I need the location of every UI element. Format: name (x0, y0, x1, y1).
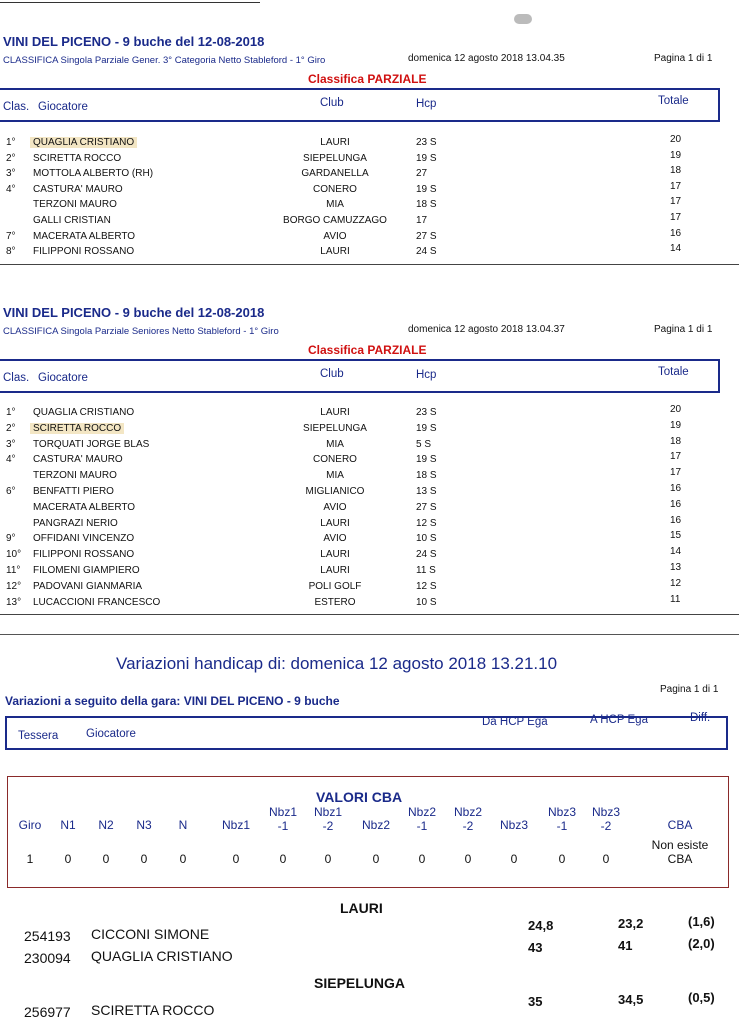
row-totale: 14 (670, 546, 682, 558)
row-player-name: MACERATA ALBERTO (33, 501, 136, 513)
cba-header: Nbz1 (221, 818, 251, 832)
row-hcp: 18 S (416, 199, 437, 211)
cba-header: N (178, 818, 188, 832)
row-player-name: PANGRAZI NERIO (33, 517, 118, 529)
row-position: 1° (6, 137, 16, 148)
row-hcp: 12 S (416, 517, 437, 529)
row-totale: 11 (670, 593, 681, 605)
cba-value: 0 (602, 852, 610, 866)
section-title: VINI DEL PICENO - 9 buche del 12-08-2018 (3, 34, 265, 49)
cba-value: 0 (464, 852, 472, 866)
cba-header: Nbz3 -2 (591, 805, 621, 833)
row-hcp: 10 S (416, 596, 437, 608)
table-header-box (0, 359, 720, 393)
row-totale: 16 (670, 498, 682, 510)
row-totale: 16 (670, 227, 682, 239)
row-hcp: 5 S (416, 438, 432, 450)
section-subtitle: CLASSIFICA Singola Parziale Seniores Netto Stableford - 1° Giro (3, 326, 279, 337)
header-giocatore: Giocatore (38, 101, 88, 113)
section-bottom-rule (0, 264, 739, 265)
row-player-name: BENFATTI PIERO (33, 486, 114, 497)
row-hcp: 10 S (416, 533, 437, 545)
row-hcp: 23 S (416, 137, 437, 148)
scan-mark-icon (514, 14, 532, 24)
header-hcp: Hcp (416, 369, 437, 381)
cba-header: Nbz2 (361, 818, 391, 832)
player-diff: (0,5) (688, 990, 715, 1005)
header-totale: Totale (658, 366, 689, 378)
col-da-hcp: Da HCP Ega (482, 716, 548, 728)
player-da-hcp: 43 (528, 940, 543, 955)
row-player-name: TERZONI MAURO (33, 470, 117, 482)
header-clas: Clas. (3, 372, 30, 384)
row-club: LAURI (320, 565, 350, 576)
row-totale: 18 (670, 165, 682, 177)
header-totale: Totale (658, 95, 689, 107)
row-position: 3° (6, 168, 16, 180)
row-position: 1° (6, 407, 16, 418)
row-position: 11° (6, 565, 21, 576)
row-player-name: SCIRETTA ROCCO (30, 423, 124, 434)
row-hcp: 27 S (416, 501, 437, 513)
row-player-name: SCIRETTA ROCCO (33, 152, 122, 164)
cba-header: Giro (18, 818, 42, 832)
cba-header: N2 (98, 818, 114, 832)
club-name: LAURI (340, 900, 383, 916)
row-position: 2° (6, 422, 16, 434)
row-club: SIEPELUNGA (303, 152, 367, 164)
row-totale: 13 (670, 562, 682, 573)
row-club: CONERO (313, 454, 357, 466)
row-totale: 20 (670, 134, 682, 145)
cba-header: Nbz1 -2 (313, 805, 343, 833)
cba-value: 0 (279, 852, 287, 866)
row-player-name: GALLI CRISTIAN (33, 215, 111, 226)
row-player-name: FILOMENI GIAMPIERO (33, 565, 140, 576)
row-hcp: 18 S (416, 470, 437, 482)
player-diff: (1,6) (688, 914, 715, 929)
row-player-name: CASTURA' MAURO (33, 183, 123, 195)
row-totale: 16 (670, 514, 682, 526)
section-title: VINI DEL PICENO - 9 buche del 12-08-2018 (3, 305, 265, 320)
cba-value: 0 (140, 852, 148, 866)
player-name: SCIRETTA ROCCO (91, 1002, 215, 1018)
cba-header: N1 (60, 818, 76, 832)
cba-value: 0 (372, 852, 380, 866)
row-position: 12° (6, 580, 22, 592)
section-datetime: domenica 12 agosto 2018 13.04.37 (408, 324, 565, 335)
row-player-name: QUAGLIA CRISTIANO (30, 137, 137, 148)
cba-value: 0 (232, 852, 240, 866)
row-player-name: FILIPPONI ROSSANO (33, 549, 135, 561)
row-hcp: 19 S (416, 183, 437, 195)
row-hcp: 19 S (416, 152, 437, 164)
row-position: 4° (6, 183, 16, 195)
row-totale: 19 (670, 149, 682, 161)
row-club: AVIO (323, 533, 347, 545)
row-club: AVIO (323, 501, 347, 513)
row-club: MIA (326, 470, 344, 482)
header-clas: Clas. (3, 101, 30, 113)
row-hcp: 19 S (416, 422, 437, 434)
row-position: 4° (6, 454, 16, 466)
row-totale: 17 (670, 196, 682, 208)
row-club: LAURI (320, 517, 350, 529)
row-position: 2° (6, 152, 16, 164)
cba-header: N3 (136, 818, 152, 832)
row-position: 13° (6, 596, 22, 608)
header-club: Club (320, 368, 344, 380)
row-club: CONERO (313, 183, 357, 195)
cba-header: CBA (667, 818, 693, 832)
gara-label: Variazioni a seguito della gara: VINI DEL PICENO - 9 buche (5, 694, 340, 708)
row-hcp: 24 S (416, 549, 437, 561)
row-totale: 16 (670, 483, 682, 494)
row-totale: 17 (670, 180, 682, 192)
row-club: SIEPELUNGA (303, 422, 367, 434)
cba-value: Non esiste CBA (651, 838, 709, 866)
page-number: Pagina 1 di 1 (660, 684, 719, 695)
row-totale: 17 (670, 451, 682, 463)
row-hcp: 12 S (416, 580, 437, 592)
player-a-hcp: 34,5 (618, 992, 644, 1007)
cba-header: Nbz3 -1 (547, 805, 577, 833)
row-club: LAURI (320, 137, 350, 148)
row-totale: 18 (670, 435, 682, 447)
player-a-hcp: 23,2 (618, 916, 644, 931)
row-totale: 15 (670, 530, 682, 542)
row-player-name: CASTURA' MAURO (33, 454, 123, 466)
col-giocatore: Giocatore (86, 728, 136, 740)
row-player-name: LUCACCIONI FRANCESCO (33, 596, 161, 608)
row-position: 3° (6, 438, 16, 450)
row-club: BORGO CAMUZZAGO (283, 215, 387, 226)
row-player-name: PADOVANI GIANMARIA (33, 580, 143, 592)
row-player-name: MACERATA ALBERTO (33, 230, 136, 242)
col-tessera: Tessera (18, 730, 59, 742)
cba-header: Nbz2 -1 (407, 805, 437, 833)
row-totale: 17 (670, 212, 682, 223)
row-position: 10° (6, 549, 22, 561)
cba-value: 0 (324, 852, 332, 866)
player-tessera: 254193 (24, 928, 71, 944)
cba-header: Nbz2 -2 (453, 805, 483, 833)
row-club: MIA (326, 438, 344, 450)
col-diff: Diff. (690, 712, 711, 724)
row-club: LAURI (320, 246, 350, 258)
row-position: 6° (6, 486, 16, 497)
classifica-label: Classifica PARZIALE (308, 72, 427, 86)
section-bottom-rule (0, 614, 739, 615)
header-hcp: Hcp (416, 98, 437, 110)
page-number: Pagina 1 di 1 (654, 324, 713, 335)
header-giocatore: Giocatore (38, 372, 88, 384)
row-hcp: 27 S (416, 230, 437, 242)
row-position: 7° (6, 230, 16, 242)
cba-value: 0 (558, 852, 566, 866)
row-club: POLI GOLF (308, 580, 362, 592)
cba-value: 0 (179, 852, 187, 866)
classifica-label: Classifica PARZIALE (308, 343, 427, 357)
player-name: QUAGLIA CRISTIANO (91, 948, 233, 964)
cba-value: 0 (64, 852, 72, 866)
club-name: SIEPELUNGA (314, 975, 406, 991)
row-hcp: 13 S (416, 486, 437, 497)
row-totale: 17 (670, 467, 682, 479)
row-hcp: 23 S (416, 407, 437, 418)
row-club: ESTERO (314, 596, 356, 608)
row-player-name: TERZONI MAURO (33, 199, 117, 211)
cba-value: 0 (418, 852, 426, 866)
row-totale: 14 (670, 243, 682, 255)
cba-header: Nbz1 -1 (268, 805, 298, 833)
row-player-name: QUAGLIA CRISTIANO (33, 407, 135, 418)
row-totale: 19 (670, 419, 682, 431)
row-totale: 20 (670, 404, 682, 415)
cba-value: 0 (510, 852, 518, 866)
player-da-hcp: 35 (528, 994, 543, 1009)
row-player-name: TORQUATI JORGE BLAS (33, 438, 150, 450)
cba-title: VALORI CBA (316, 789, 403, 805)
section-divider (0, 634, 739, 635)
row-totale: 12 (670, 577, 682, 589)
row-club: AVIO (323, 230, 347, 242)
row-club: LAURI (320, 549, 350, 561)
row-position: 8° (6, 246, 16, 258)
page-number: Pagina 1 di 1 (654, 53, 713, 64)
row-hcp: 17 (416, 215, 428, 226)
section-datetime: domenica 12 agosto 2018 13.04.35 (408, 53, 565, 64)
row-club: LAURI (320, 407, 350, 418)
row-player-name: MOTTOLA ALBERTO (RH) (33, 168, 154, 180)
player-tessera: 256977 (24, 1004, 71, 1020)
player-tessera: 230094 (24, 950, 71, 966)
cba-value: 0 (102, 852, 110, 866)
cba-value: 1 (26, 852, 34, 866)
row-hcp: 27 (416, 168, 428, 180)
row-hcp: 11 S (416, 565, 436, 576)
table-header-box (0, 88, 720, 122)
header-club: Club (320, 97, 344, 109)
row-hcp: 19 S (416, 454, 437, 466)
col-a-hcp: A HCP Ega (590, 714, 648, 726)
row-player-name: FILIPPONI ROSSANO (33, 246, 135, 258)
row-club: MIA (326, 199, 344, 211)
variazioni-heading: Variazioni handicap di: domenica 12 agosto 2018 13.21.10 (116, 654, 558, 673)
player-name: CICCONI SIMONE (91, 926, 210, 942)
player-diff: (2,0) (688, 936, 715, 951)
row-club: MIGLIANICO (305, 486, 365, 497)
row-player-name: OFFIDANI VINCENZO (33, 533, 135, 545)
player-a-hcp: 41 (618, 938, 633, 953)
row-hcp: 24 S (416, 246, 437, 258)
cba-header: Nbz3 (499, 818, 529, 832)
player-da-hcp: 24,8 (528, 918, 554, 933)
row-position: 9° (6, 533, 16, 545)
row-club: GARDANELLA (301, 168, 369, 180)
section-subtitle: CLASSIFICA Singola Parziale Gener. 3° Categoria Netto Stableford - 1° Giro (3, 55, 326, 66)
top-rule (0, 2, 260, 3)
